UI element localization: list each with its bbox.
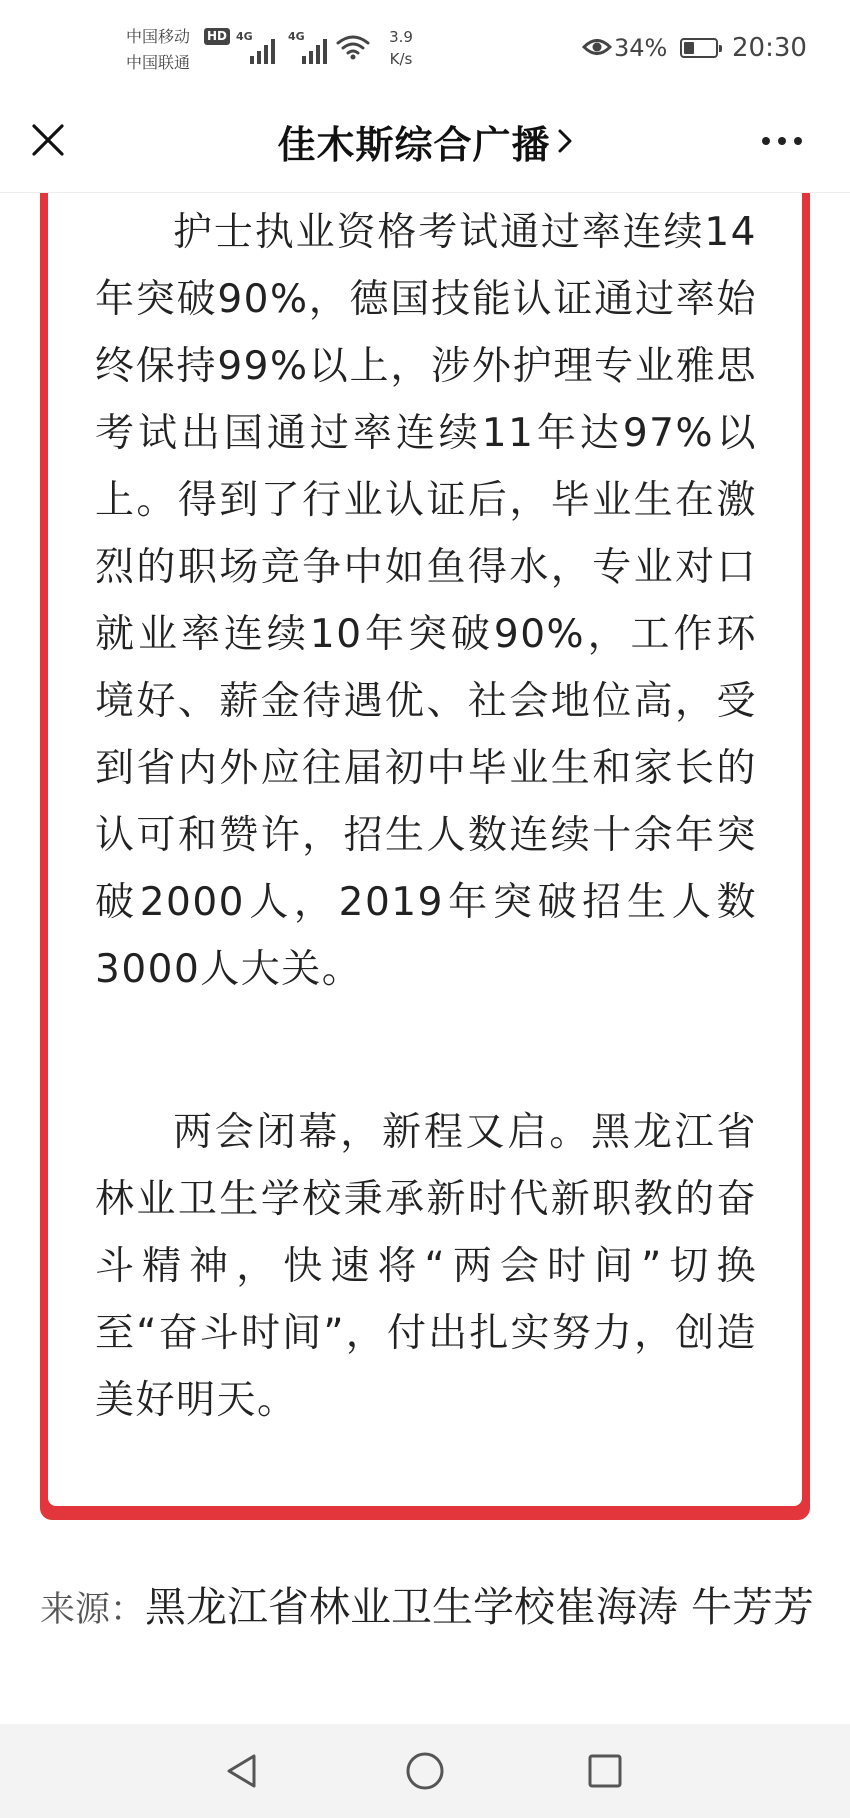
wifi-icon — [336, 34, 370, 60]
home-circle-icon — [404, 1750, 446, 1792]
system-navigation-bar — [0, 1724, 850, 1818]
status-bar — [0, 0, 850, 90]
top-nav-bar — [0, 90, 850, 193]
hd-voice-badge: HD — [204, 28, 230, 45]
network-type-sim2: 4G — [288, 30, 305, 43]
account-title-link[interactable] — [277, 114, 572, 169]
signal-strength-icon-sim2 — [288, 30, 330, 64]
source-text: 黑龙江省林业卫生学校崔海涛 牛芳芳 — [145, 1583, 815, 1631]
close-icon — [30, 122, 66, 158]
signal-strength-icon-sim1 — [236, 30, 278, 64]
more-icon-dot — [778, 137, 786, 145]
back-button[interactable] — [218, 1746, 268, 1796]
recents-button[interactable] — [580, 1746, 630, 1796]
article-content[interactable] — [0, 193, 850, 1724]
home-button[interactable] — [400, 1746, 450, 1796]
article-source — [40, 1575, 820, 1643]
battery-icon — [680, 38, 718, 58]
eye-comfort-icon — [582, 36, 612, 58]
back-triangle-icon — [223, 1751, 263, 1791]
network-type-sim1: 4G — [236, 30, 253, 43]
battery-level-fill — [684, 42, 694, 54]
battery-percent: 34% — [614, 34, 668, 62]
more-options-button[interactable] — [754, 118, 810, 164]
carrier-primary: 中国移动 — [126, 27, 191, 46]
close-button[interactable] — [22, 114, 74, 166]
chevron-right-icon — [557, 128, 573, 154]
net-speed-value: 3.9 — [389, 28, 413, 46]
more-icon-dot — [762, 137, 770, 145]
article-paragraph-2: 两会闭幕，新程又启。黑龙江省林业卫生学校秉承新时代新职教的奋斗精神，快速将“两会时间”切换至“奋斗时间”，付出扎实努力，创造美好明天。 — [95, 1110, 757, 1423]
recents-square-icon — [585, 1751, 625, 1791]
page-title: 佳木斯综合广播 — [277, 122, 551, 167]
carrier-secondary: 中国联通 — [126, 53, 191, 72]
clock: 20:30 — [732, 33, 807, 63]
net-speed-unit: K/s — [389, 50, 413, 68]
article-paragraph-1: 护士执业资格考试通过率连续14年突破90%，德国技能认证通过率始终保持99%以上，涉外护理专业雅思考试出国通过率连续11年达97%以上。得到了行业认证后，毕业生在激烈的职场竞争中如鱼得水，专业对口就业率连续10年突破90%，工作环境好、薪金待遇优、社会地位高，受到省内外应往届初中毕业生和家长的认可和赞许，招生人数连续十余年突破2000人，2019年突破招生人数3000人大关。 — [95, 210, 757, 992]
source-label: 来源： — [40, 1590, 146, 1630]
more-icon-dot — [794, 137, 802, 145]
